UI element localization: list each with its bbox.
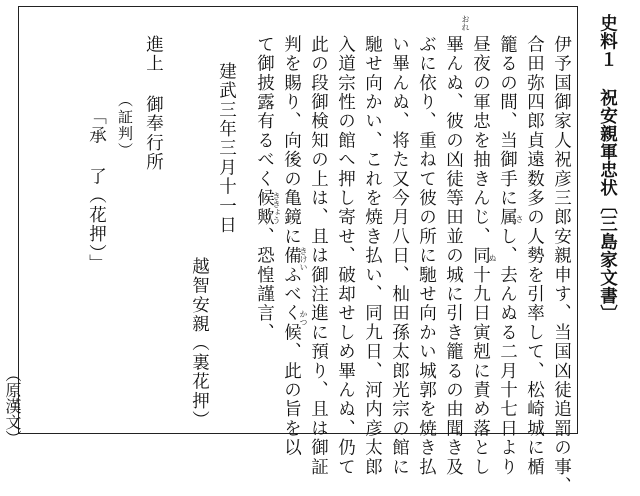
approval-label: （証判） — [116, 92, 134, 159]
body-line-9: 入道宗性の館へ押し寄せ、破却せしめ畢んぬ、仍て — [335, 35, 356, 477]
ruby-ore: おれ — [461, 15, 470, 31]
body-line-3: 籠るの間、当御手に属し、去んぬる二月十七日より — [497, 35, 518, 477]
ruby-katsu: かつ — [299, 310, 308, 326]
source-note: （原漢文） — [3, 366, 22, 446]
date-line: 建武三年三月十一日 — [216, 62, 237, 235]
ruby-kikei: ききょう — [272, 192, 281, 224]
document-heading: 史料１ 祝安親軍忠状〔三島家文書〕 — [597, 14, 618, 323]
body-line-7: い畢んぬ、将た又今月八日、杣田孫太郎光宗の館に — [389, 35, 410, 477]
approval-text: 「承 了（花押）」 — [86, 107, 107, 274]
signer: 越智安親（裏花押） — [189, 257, 210, 430]
body-line-5: 畢んぬ、彼の凶徒等田並の城に引き籠るの由聞き及 — [443, 35, 464, 477]
addressee: 進上 御奉行所 — [143, 35, 164, 172]
body-line-6: ぶに依り、重ねて彼の所に馳せ向かい城郭を焼き払 — [416, 35, 437, 477]
body-line-4: 昼夜の軍忠を抽きんじ、同十九日寅剋に責め落とし — [470, 35, 491, 477]
body-line-11: 判を賜り、向後の亀鏡に備ふべく候、此の旨を以 — [281, 35, 302, 458]
ruby-nu: ぬ — [488, 254, 497, 262]
ruby-kyo: きけい — [299, 247, 308, 271]
body-line-2: 合田弥四郎貞遠数多の人勢を引率して、松崎城に楯 — [524, 35, 545, 477]
document-frame — [18, 6, 578, 496]
body-line-8: 馳せ向かい、これを焼き払い、同九日、河内彦太郎 — [362, 35, 383, 477]
body-line-12: て御披露有るべく候歟、恐惶謹言、 — [254, 35, 275, 343]
body-line-10: 此の段御検知の上は、且は御注進に預り、且は御証 — [308, 35, 329, 477]
ruby-sa: さ — [515, 215, 524, 223]
body-line-1: 伊予国御家人祝彦三郎安親申す、当国凶徒追罰の事、 — [551, 35, 572, 496]
